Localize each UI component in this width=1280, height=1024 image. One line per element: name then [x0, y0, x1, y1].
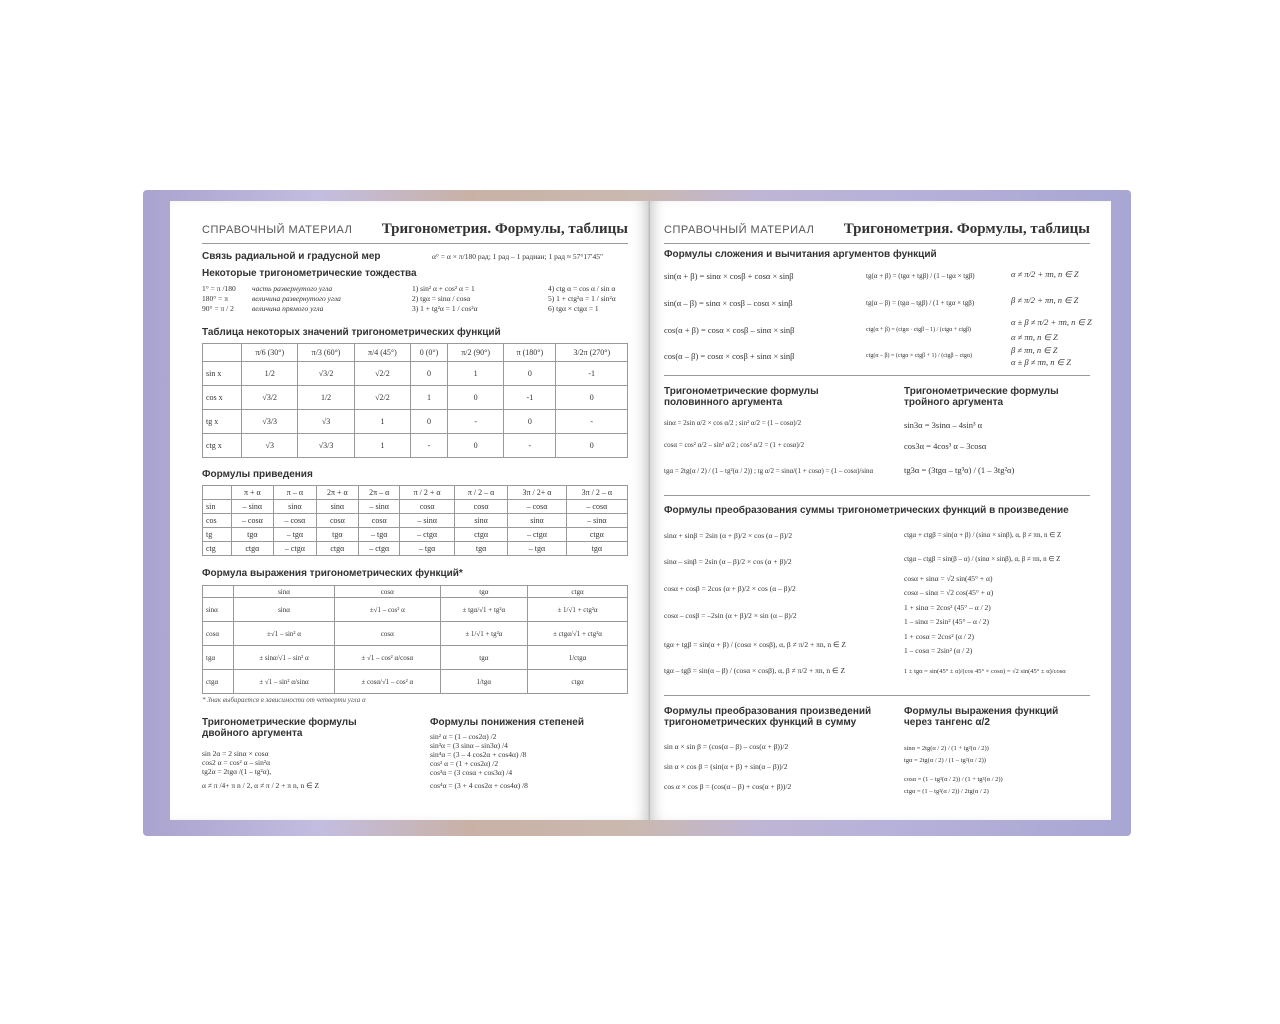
values-cell: -1	[504, 386, 556, 410]
values-cell: tg x	[203, 410, 242, 434]
addition-ctg: ctg(α – β) = (ctgα × ctgβ + 1) / (ctgβ – ctgα)	[866, 353, 973, 359]
section-divider	[664, 375, 1090, 376]
expression-cell: ± 1/√1 + ctg²α	[528, 598, 628, 622]
reduction-cell: – ctgα	[400, 528, 454, 542]
addition-condition: β ≠ πn, n ∈ Z	[1011, 345, 1058, 355]
addition-formula: sin(α – β) = sinα × cosβ – cosα × sinβ	[664, 298, 793, 308]
header-title: Тригонометрия. Формулы, таблицы	[843, 221, 1090, 237]
reduction-cell: cosα	[400, 500, 454, 514]
reduction-title: Формулы приведения	[202, 469, 313, 480]
addition-condition: α ≠ πn, n ∈ Z	[1011, 332, 1058, 342]
reduction-cell: ctgα	[454, 528, 507, 542]
values-cell: 1	[354, 410, 410, 434]
expression-cell: ± √1 – cos² α/cosα	[334, 646, 440, 670]
half-line: sinα = 2sin α/2 × cos α/2 ; sin² α/2 = (1 – cosα)/2	[664, 419, 802, 427]
values-cell: 1/2	[298, 386, 354, 410]
reduction-header: π – α	[274, 486, 317, 500]
values-cell: √3	[298, 410, 354, 434]
expression-cell: ± tgα/√1 + tg²α	[440, 598, 527, 622]
expression-header: tgα	[440, 586, 527, 598]
reduction-cell: tgα	[316, 528, 358, 542]
values-cell: 1/2	[242, 362, 298, 386]
sum-to-product-line: 1 – cosα = 2sin² (α / 2)	[904, 646, 973, 655]
values-cell: √3/2	[298, 362, 354, 386]
angle-eq-3: 90° = π / 2	[202, 304, 234, 313]
angle-desc-2: величина развернутого угла	[252, 294, 341, 303]
addition-tg: tg(α + β) = (tgα + tgβ) / (1 – tgα × tgβ)	[866, 272, 975, 280]
reduction-cell: – ctgα	[508, 528, 566, 542]
reduction-cell: – ctgα	[274, 542, 317, 556]
identity-5: 5) 1 + ctg²α = 1 / sin²α	[548, 294, 616, 303]
reduction-cell: sinα	[274, 500, 317, 514]
triple-line: tg3α = (3tgα – tg³α) / (1 – 3tg²α)	[904, 465, 1015, 475]
double-line: cos2 α = cos² α – sin²α	[202, 758, 271, 767]
values-cell: sin x	[203, 362, 242, 386]
identities-title: Некоторые тригонометрические тождества	[202, 268, 417, 279]
reduction-cell: tgα	[454, 542, 507, 556]
expression-cell: sinα	[234, 598, 335, 622]
identity-6: 6) tgα × ctgα = 1	[548, 304, 599, 313]
reduction-cell: – tgα	[400, 542, 454, 556]
expression-cell: ctgα	[203, 670, 234, 694]
right-page	[650, 201, 1111, 820]
values-cell: √3/3	[242, 410, 298, 434]
expression-header: cosα	[334, 586, 440, 598]
reduction-cell: – tgα	[359, 528, 400, 542]
addition-formula: cos(α – β) = cosα × cosβ + sinα × sinβ	[664, 351, 795, 361]
addition-formula: sin(α + β) = sinα × cosβ + cosα × sinβ	[664, 271, 794, 281]
values-cell: -1	[556, 362, 628, 386]
radial-formula: α° = α × π/180 рад; 1 рад – 1 радиан; 1 рад ≈ 57°17′45″	[432, 252, 604, 261]
expression-title: Формула выражения тригонометрических функций*	[202, 568, 463, 579]
values-cell: √3/3	[298, 434, 354, 458]
reduction-cell: tg	[203, 528, 232, 542]
values-cell: -	[411, 434, 448, 458]
tangent-title: Формулы выражения функций через тангенс α/2	[904, 706, 1059, 728]
expression-cell: ±√1 – cos² α	[334, 598, 440, 622]
product-to-sum-line: sin α × cos β = (sin(α + β) + sin(α – β))/2	[664, 762, 788, 771]
sum-to-product-line: 1 + cosα = 2cos² (α / 2)	[904, 632, 975, 641]
expression-cell: cosα	[203, 622, 234, 646]
values-cell: 0	[504, 362, 556, 386]
sum-to-product-line: cosα + sinα = √2 sin(45° + α)	[904, 574, 993, 583]
sum-to-product-title: Формулы преобразования суммы тригонометрических функций в произведение	[664, 505, 1069, 516]
expression-table	[202, 585, 628, 694]
values-cell: √2/2	[354, 362, 410, 386]
reduction-cell: tgα	[566, 542, 627, 556]
reduction-header: π / 2 – α	[454, 486, 507, 500]
expression-cell: ± √1 – sin² α/sinα	[234, 670, 335, 694]
expression-cell: ± ctgα/√1 + ctg²α	[528, 622, 628, 646]
triple-title: Тригонометрические формулы тройного аргумента	[904, 386, 1059, 408]
values-cell: 0	[556, 434, 628, 458]
double-line: α ≠ π /4+ π n / 2, α ≠ π / 2 + π n, n ∈ Z	[202, 781, 320, 790]
sum-to-product-line: sinα + sinβ = 2sin (α + β)/2 × cos (α – β)/2	[664, 531, 793, 540]
values-cell: √2/2	[354, 386, 410, 410]
product-to-sum-title: Формулы преобразования произведений тригонометрических функций в сумму	[664, 706, 872, 728]
values-header: 3/2π (270°)	[556, 344, 628, 362]
expression-header	[203, 586, 234, 598]
reduction-cell: – cosα	[231, 514, 274, 528]
tangent-line: tgα = 2tg(α / 2) / (1 – tg²(α / 2))	[904, 757, 986, 764]
header-tag: СПРАВОЧНЫЙ МАТЕРИАЛ	[202, 224, 353, 236]
sum-to-product-line: cosα – cosβ = –2sin (α + β)/2 × sin (α – β)/2	[664, 611, 797, 620]
reduction-cell: ctgα	[231, 542, 274, 556]
lowering-line: cos² α = (1 + cos2α) /2	[430, 759, 499, 768]
reduction-cell: – sinα	[566, 514, 627, 528]
lowering-line: cos⁴α = (3 + 4 cos2α + cos4α) /8	[430, 781, 528, 790]
values-table	[202, 343, 628, 458]
values-cell: 0	[556, 386, 628, 410]
left-header	[202, 221, 628, 244]
expression-cell: ± sinα/√1 – sin² α	[234, 646, 335, 670]
angle-eq-2: 180° = π	[202, 294, 229, 303]
identity-4: 4) ctg α = cos α / sin α	[548, 284, 616, 293]
reduction-cell: cosα	[359, 514, 400, 528]
header-tag: СПРАВОЧНЫЙ МАТЕРИАЛ	[664, 224, 815, 236]
sum-to-product-line: 1 + sinα = 2cos² (45° – α / 2)	[904, 603, 991, 612]
values-header: π (180°)	[504, 344, 556, 362]
values-cell: 0	[504, 410, 556, 434]
expression-cell: tgα	[203, 646, 234, 670]
reduction-header: 2π + α	[316, 486, 358, 500]
values-cell: 0	[447, 386, 503, 410]
tangent-line: ctgα = (1 – tg²(α / 2)) / 2tg(α / 2)	[904, 788, 989, 795]
reduction-header: π + α	[231, 486, 274, 500]
triple-line: sin3α = 3sinα – 4sin³ α	[904, 420, 983, 430]
addition-ctg: ctg(α + β) = (ctgα · ctgβ – 1) / (ctgα + ctgβ)	[866, 327, 972, 333]
reduction-table	[202, 485, 628, 556]
reduction-cell: cosα	[454, 500, 507, 514]
values-cell: ctg x	[203, 434, 242, 458]
values-cell: -	[556, 410, 628, 434]
values-cell: √3	[242, 434, 298, 458]
addition-condition: α ± β ≠ πn, n ∈ Z	[1011, 357, 1071, 367]
reduction-header: 3π / 2+ α	[508, 486, 566, 500]
reduction-cell: – ctgα	[359, 542, 400, 556]
lowering-title: Формулы понижения степеней	[430, 717, 585, 728]
half-title: Тригонометрические формулы половинного аргумента	[664, 386, 819, 408]
reduction-cell: – tgα	[508, 542, 566, 556]
section-divider	[664, 495, 1090, 496]
addition-condition: α ± β ≠ π/2 + πn, n ∈ Z	[1011, 317, 1092, 327]
double-title: Тригонометрические формулы двойного аргумента	[202, 717, 357, 739]
sum-to-product-line: 1 – sinα = 2sin² (45° – α / 2)	[904, 617, 990, 626]
angle-desc-1: часть развернутого угла	[252, 284, 333, 293]
product-to-sum-line: sin α × sin β = (cos(α – β) – cos(α + β))/2	[664, 742, 789, 751]
left-page	[170, 201, 649, 820]
expression-cell: ±√1 – sin² α	[234, 622, 335, 646]
reduction-header: 2π – α	[359, 486, 400, 500]
expression-cell: ± 1/√1 + tg²α	[440, 622, 527, 646]
sum-to-product-line: 1 ± tgα = sin(45° ± α)/(cos 45° × cosα) = √2 sin(45° ± α)/cosα	[904, 668, 1066, 675]
reduction-cell: cos	[203, 514, 232, 528]
reduction-cell: – cosα	[508, 500, 566, 514]
expression-note: * Знак выбирается в зависимости от четверти угла α	[202, 696, 366, 704]
reduction-cell: ctgα	[316, 542, 358, 556]
expression-cell: sinα	[203, 598, 234, 622]
sum-to-product-line: ctgα – ctgβ = sin(β – α) / (sinα × sinβ), α, β ≠ πn, n ∈ Z	[904, 555, 1061, 563]
header-title: Тригонометрия. Формулы, таблицы	[381, 221, 628, 237]
reduction-cell: – sinα	[231, 500, 274, 514]
reduction-cell: sinα	[508, 514, 566, 528]
reduction-cell: ctgα	[566, 528, 627, 542]
values-header: π/6 (30°)	[242, 344, 298, 362]
expression-cell: 1/tgα	[440, 670, 527, 694]
values-cell: 0	[447, 434, 503, 458]
double-line: sin 2α = 2 sinα × cosα	[202, 749, 269, 758]
tangent-line: cosα = (1 – tg²(α / 2)) / (1 + tg²(α / 2))	[904, 776, 1003, 783]
reduction-cell: ctg	[203, 542, 232, 556]
expression-header: ctgα	[528, 586, 628, 598]
reduction-header: π / 2 + α	[400, 486, 454, 500]
expression-cell: tgα	[440, 646, 527, 670]
addition-title: Формулы сложения и вычитания аргументов функций	[664, 249, 937, 260]
values-cell: -	[504, 434, 556, 458]
sum-to-product-line: cosα – sinα = √2 cos(45° + α)	[904, 588, 994, 597]
values-header: π/2 (90°)	[447, 344, 503, 362]
expression-cell: cosα	[334, 622, 440, 646]
identity-1: 1) sin² α + cos² α = 1	[412, 284, 475, 293]
reduction-cell: sinα	[454, 514, 507, 528]
triple-line: cos3α = 4cos³ α – 3cosα	[904, 441, 987, 451]
angle-eq-1: 1° = π /180	[202, 284, 236, 293]
identity-2: 2) tgα = sinα / cosα	[412, 294, 471, 303]
values-cell: cos x	[203, 386, 242, 410]
addition-tg: tg(α – β) = (tgα – tgβ) / (1 + tgα × tgβ)	[866, 299, 975, 307]
reduction-cell: – sinα	[359, 500, 400, 514]
values-cell: 1	[447, 362, 503, 386]
reduction-cell: sin	[203, 500, 232, 514]
reduction-cell: – cosα	[274, 514, 317, 528]
reduction-cell: – cosα	[566, 500, 627, 514]
values-header: 0 (0°)	[411, 344, 448, 362]
lowering-line: sin² α = (1 – cos2α) /2	[430, 732, 497, 741]
reduction-cell: tgα	[231, 528, 274, 542]
expression-cell: ctgα	[528, 670, 628, 694]
section-divider	[664, 695, 1090, 696]
reduction-cell: sinα	[316, 500, 358, 514]
reduction-header: 3π / 2 – α	[566, 486, 627, 500]
sum-to-product-line: sinα – sinβ = 2sin (α – β)/2 × cos (α + β)/2	[664, 557, 792, 566]
values-header: π/3 (60°)	[298, 344, 354, 362]
sum-to-product-line: ctgα + ctgβ = sin(α + β) / (sinα × sinβ), α, β ≠ πn, n ∈ Z	[904, 531, 1062, 539]
tangent-line: sinα = 2tg(α / 2) / (1 + tg²(α / 2))	[904, 745, 989, 752]
expression-cell: ± cosα/√1 – cos² α	[334, 670, 440, 694]
angle-desc-3: величина прямого угла	[252, 304, 324, 313]
expression-header: sinα	[234, 586, 335, 598]
values-header	[203, 344, 242, 362]
addition-condition: α ≠ π/2 + πn, n ∈ Z	[1011, 269, 1079, 279]
reduction-cell: – tgα	[274, 528, 317, 542]
sum-to-product-line: cosα + cosβ = 2cos (α + β)/2 × cos (α – β)/2	[664, 584, 796, 593]
values-cell: 0	[411, 410, 448, 434]
lowering-line: cos³α = (3 cosα + cos3α) /4	[430, 768, 513, 777]
identity-3: 3) 1 + tg²α = 1 / cos²α	[412, 304, 478, 313]
half-line: tgα = 2tg(α / 2) / (1 – tg²(α / 2)) ; tg α/2 = sinα/(1 + cosα) = (1 – cosα)/sinα	[664, 467, 874, 475]
radial-title: Связь радиальной и градусной мер	[202, 251, 381, 262]
reduction-cell: – sinα	[400, 514, 454, 528]
lowering-line: sin³α = (3 sinα – sin3α) /4	[430, 741, 508, 750]
values-cell: 1	[411, 386, 448, 410]
reduction-cell: cosα	[316, 514, 358, 528]
values-table-title: Таблица некоторых значений тригонометрических функций	[202, 327, 501, 338]
sum-to-product-line: tgα + tgβ = sin(α + β) / (cosα × cosβ), α, β ≠ π/2 + πn, n ∈ Z	[664, 640, 847, 649]
values-header: π/4 (45°)	[354, 344, 410, 362]
addition-condition: β ≠ π/2 + πn, n ∈ Z	[1011, 295, 1079, 305]
product-to-sum-line: cos α × cos β = (cos(α – β) + cos(α + β))/2	[664, 782, 792, 791]
double-line: tg2α = 2tgα /(1 – tg²α),	[202, 767, 272, 776]
reduction-header	[203, 486, 232, 500]
values-cell: 1	[354, 434, 410, 458]
right-header	[664, 221, 1090, 244]
values-cell: -	[447, 410, 503, 434]
values-cell: 0	[411, 362, 448, 386]
sum-to-product-line: tgα – tgβ = sin(α – β) / (cosα × cosβ), α, β ≠ π/2 + πn, n ∈ Z	[664, 666, 846, 675]
values-cell: √3/2	[242, 386, 298, 410]
half-line: cosα = cos² α/2 – sin² α/2 ; cos² α/2 = (1 + cosα)/2	[664, 441, 805, 449]
expression-cell: 1/ctgα	[528, 646, 628, 670]
lowering-line: sin⁴α = (3 – 4 cos2α + cos4α) /8	[430, 750, 527, 759]
addition-formula: cos(α + β) = cosα × cosβ – sinα × sinβ	[664, 325, 795, 335]
